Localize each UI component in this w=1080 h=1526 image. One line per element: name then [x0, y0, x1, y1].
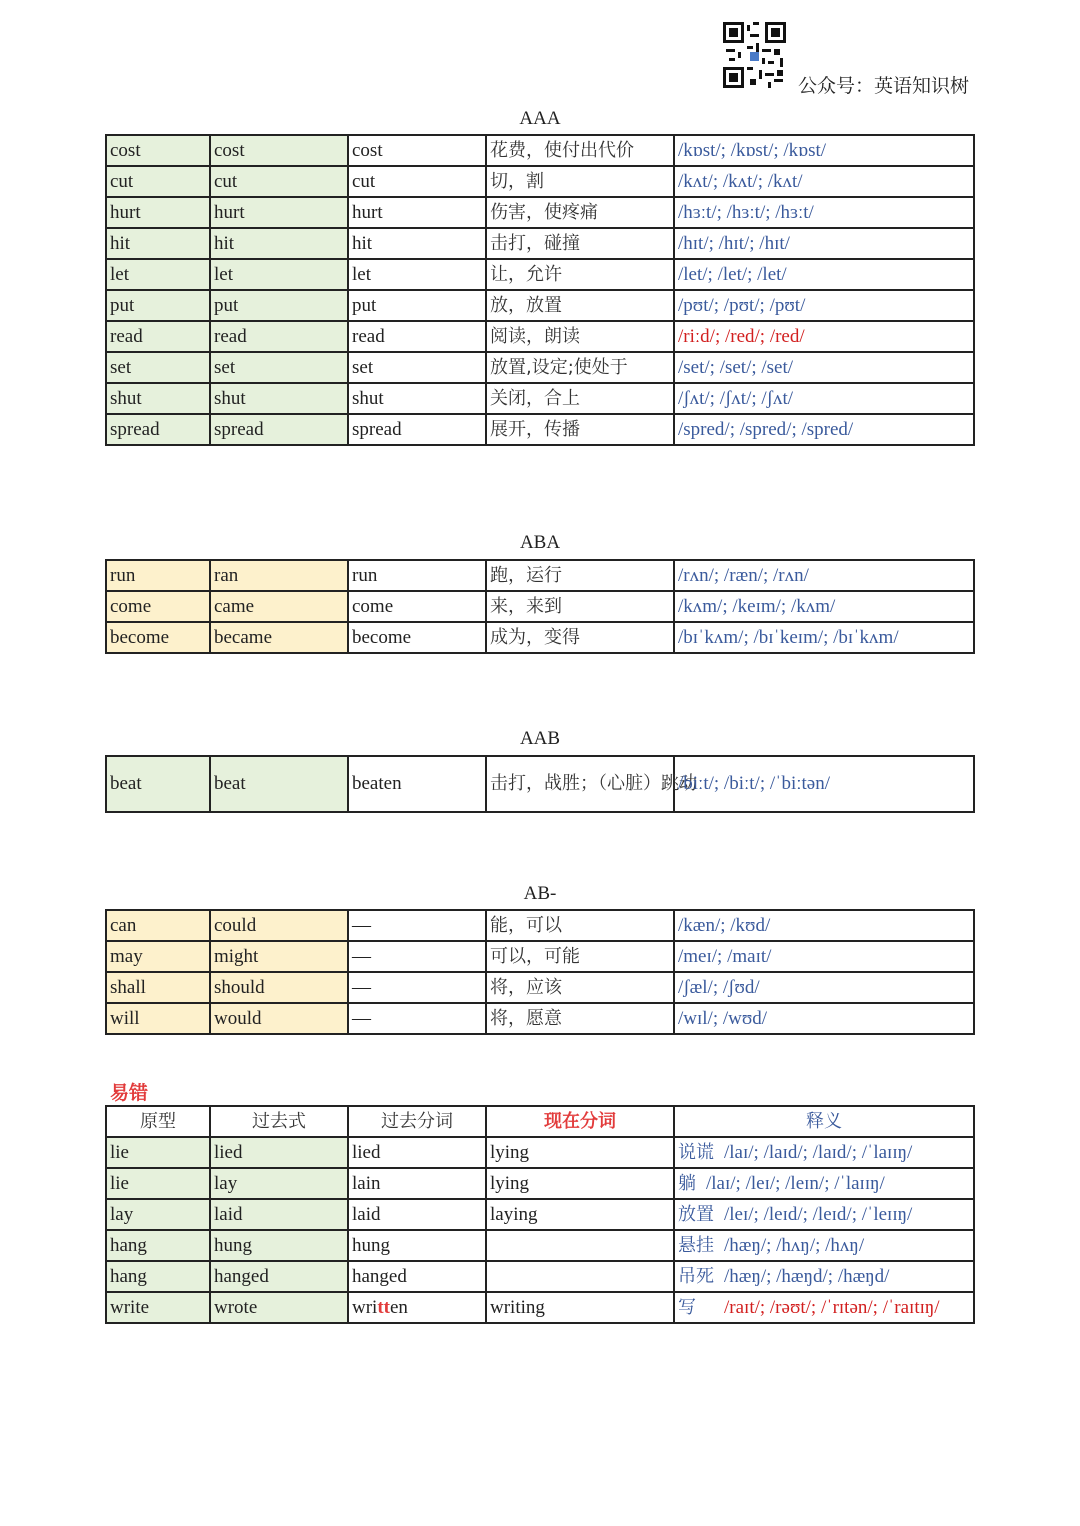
meaning-phonetic-cell: [674, 1168, 974, 1199]
base-form-cell: hang: [106, 1261, 210, 1292]
phonetic-cell: /bɪˈkʌm/; /bɪˈkeɪm/; /bɪˈkʌm/: [674, 622, 974, 653]
pp-highlight: tt: [377, 1296, 390, 1318]
meaning-cell: 击打，战胜；（心脏）跳动: [486, 756, 674, 812]
past-participle-cell: hung: [348, 1230, 486, 1261]
past-participle-cell: let: [348, 259, 486, 290]
base-form-cell: lie: [106, 1168, 210, 1199]
header-present-participle: 现在分词: [486, 1106, 674, 1137]
table-aaa: [105, 134, 975, 446]
meaning-cell: 放置,设定;使处于: [486, 352, 674, 383]
meaning-phonetic-cell: [674, 1292, 974, 1323]
table-row: [106, 1292, 974, 1323]
past-tense-cell: beat: [210, 756, 348, 812]
past-tense-cell: came: [210, 591, 348, 622]
section-title-ab: AB-: [523, 883, 557, 904]
past-participle-cell: read: [348, 321, 486, 352]
base-form-cell: run: [106, 560, 210, 591]
base-form-cell: lay: [106, 1199, 210, 1230]
past-participle-cell: hurt: [348, 197, 486, 228]
base-form-cell: become: [106, 622, 210, 653]
past-participle-cell: shut: [348, 383, 486, 414]
past-participle-cell: beaten: [348, 756, 486, 812]
phonetic-text: /leɪ/; /leɪd/; /leɪd/; /ˈleɪɪŋ/: [724, 1203, 913, 1225]
past-tense-cell: cost: [210, 135, 348, 166]
section-title-aab: AAB: [519, 728, 561, 749]
table-row: [106, 414, 974, 445]
phonetic-cell: /kɒst/; /kɒst/; /kɒst/: [674, 135, 974, 166]
section-title-aaa: AAA: [519, 108, 561, 129]
base-form-cell: come: [106, 591, 210, 622]
phonetic-cell: /rʌn/; /ræn/; /rʌn/: [674, 560, 974, 591]
past-tense-cell: hung: [210, 1230, 348, 1261]
present-participle-cell: [486, 1261, 674, 1292]
past-tense-cell: hurt: [210, 197, 348, 228]
base-form-cell: shall: [106, 972, 210, 1003]
base-form-cell: read: [106, 321, 210, 352]
phonetic-text: /hæŋ/; /hæŋd/; /hæŋd/: [724, 1265, 890, 1287]
table-row: [106, 756, 974, 812]
past-participle-cell: —: [348, 910, 486, 941]
phonetic-cell: /ʃæl/; /ʃʊd/: [674, 972, 974, 1003]
past-participle-cell: lied: [348, 1137, 486, 1168]
table-row: [106, 1261, 974, 1292]
base-form-cell: put: [106, 290, 210, 321]
past-tense-cell: wrote: [210, 1292, 348, 1323]
table-tricky: [105, 1105, 975, 1324]
phonetic-text: /raɪt/; /rəʊt/; /ˈrɪtən/; /ˈraɪtɪŋ/: [724, 1296, 940, 1318]
table-row: [106, 1137, 974, 1168]
past-tense-cell: should: [210, 972, 348, 1003]
table-header-row: [106, 1106, 974, 1137]
phonetic-cell: /spred/; /spred/; /spred/: [674, 414, 974, 445]
base-form-cell: hurt: [106, 197, 210, 228]
header-past-participle: 过去分词: [348, 1106, 486, 1137]
past-tense-cell: lied: [210, 1137, 348, 1168]
meaning-text: 吊死: [678, 1265, 714, 1287]
base-form-cell: may: [106, 941, 210, 972]
past-tense-cell: laid: [210, 1199, 348, 1230]
meaning-cell: 击打，碰撞: [486, 228, 674, 259]
past-tense-cell: put: [210, 290, 348, 321]
header-past: 过去式: [210, 1106, 348, 1137]
past-tense-cell: became: [210, 622, 348, 653]
table-row: [106, 166, 974, 197]
meaning-cell: 伤害，使疼痛: [486, 197, 674, 228]
phonetic-text: /laɪ/; /laɪd/; /laɪd/; /ˈlaɪɪŋ/: [724, 1141, 913, 1163]
phonetic-cell: /hɪt/; /hɪt/; /hɪt/: [674, 228, 974, 259]
meaning-cell: 展开，传播: [486, 414, 674, 445]
phonetic-cell: /let/; /let/; /let/: [674, 259, 974, 290]
table-row: [106, 1003, 974, 1034]
table-row: [106, 197, 974, 228]
past-participle-cell: become: [348, 622, 486, 653]
account-label: 公众号：英语知识树: [798, 75, 970, 97]
past-participle-cell: —: [348, 972, 486, 1003]
meaning-phonetic-cell: [674, 1230, 974, 1261]
base-form-cell: hang: [106, 1230, 210, 1261]
past-participle-cell: come: [348, 591, 486, 622]
past-tense-cell: spread: [210, 414, 348, 445]
phonetic-cell: /pʊt/; /pʊt/; /pʊt/: [674, 290, 974, 321]
meaning-phonetic-cell: [674, 1137, 974, 1168]
table-row: [106, 910, 974, 941]
base-form-cell: hit: [106, 228, 210, 259]
base-form-cell: cost: [106, 135, 210, 166]
past-tense-cell: cut: [210, 166, 348, 197]
phonetic-cell: /ʃʌt/; /ʃʌt/; /ʃʌt/: [674, 383, 974, 414]
table-ab: [105, 909, 975, 1035]
past-participle-cell: lain: [348, 1168, 486, 1199]
table-row: [106, 383, 974, 414]
meaning-cell: 切，割: [486, 166, 674, 197]
base-form-cell: set: [106, 352, 210, 383]
past-tense-cell: hit: [210, 228, 348, 259]
table-row: [106, 259, 974, 290]
phonetic-text: /laɪ/; /leɪ/; /leɪn/; /ˈlaɪɪŋ/: [706, 1172, 885, 1194]
base-form-cell: lie: [106, 1137, 210, 1168]
past-participle-cell: run: [348, 560, 486, 591]
table-row: [106, 1168, 974, 1199]
table-row: [106, 941, 974, 972]
table-row: [106, 1230, 974, 1261]
past-tense-cell: would: [210, 1003, 348, 1034]
base-form-cell: shut: [106, 383, 210, 414]
past-tense-cell: let: [210, 259, 348, 290]
table-row: [106, 135, 974, 166]
table-row: [106, 560, 974, 591]
phonetic-cell: /kʌt/; /kʌt/; /kʌt/: [674, 166, 974, 197]
past-participle-cell: cost: [348, 135, 486, 166]
past-tense-cell: could: [210, 910, 348, 941]
meaning-cell: 让，允许: [486, 259, 674, 290]
present-participle-cell: writing: [486, 1292, 674, 1323]
phonetic-cell: /wɪl/; /wʊd/: [674, 1003, 974, 1034]
meaning-text: 悬挂: [678, 1234, 714, 1256]
table-row: [106, 321, 974, 352]
header-meaning: 释义: [674, 1106, 974, 1137]
table-row: [106, 290, 974, 321]
base-form-cell: spread: [106, 414, 210, 445]
table-row: [106, 352, 974, 383]
section-title-tricky: 易错: [110, 1082, 149, 1104]
present-participle-cell: [486, 1230, 674, 1261]
meaning-phonetic-cell: [674, 1199, 974, 1230]
meaning-text: 写: [678, 1296, 696, 1318]
past-tense-cell: lay: [210, 1168, 348, 1199]
phonetic-cell: /kæn/; /kʊd/: [674, 910, 974, 941]
meaning-cell: 来，来到: [486, 591, 674, 622]
past-participle-cell: —: [348, 941, 486, 972]
meaning-text: 放置: [678, 1203, 714, 1225]
present-participle-cell: lying: [486, 1137, 674, 1168]
past-participle-cell: spread: [348, 414, 486, 445]
present-participle-cell: lying: [486, 1168, 674, 1199]
meaning-cell: 关闭，合上: [486, 383, 674, 414]
base-form-cell: write: [106, 1292, 210, 1323]
past-tense-cell: set: [210, 352, 348, 383]
section-title-aba: ABA: [519, 532, 561, 553]
past-tense-cell: hanged: [210, 1261, 348, 1292]
past-tense-cell: ran: [210, 560, 348, 591]
past-participle-cell: —: [348, 1003, 486, 1034]
past-participle-cell: set: [348, 352, 486, 383]
past-participle-cell: [348, 1292, 486, 1323]
phonetic-cell: /set/; /set/; /set/: [674, 352, 974, 383]
phonetic-cell: /meɪ/; /maɪt/: [674, 941, 974, 972]
past-participle-cell: hanged: [348, 1261, 486, 1292]
phonetic-cell: /kʌm/; /keɪm/; /kʌm/: [674, 591, 974, 622]
past-tense-cell: might: [210, 941, 348, 972]
phonetic-cell: /hɜːt/; /hɜːt/; /hɜːt/: [674, 197, 974, 228]
base-form-cell: let: [106, 259, 210, 290]
header-base: 原型: [106, 1106, 210, 1137]
meaning-cell: 跑，运行: [486, 560, 674, 591]
past-tense-cell: shut: [210, 383, 348, 414]
phonetic-text: /hæŋ/; /hʌŋ/; /hʌŋ/: [724, 1234, 865, 1256]
base-form-cell: beat: [106, 756, 210, 812]
past-tense-cell: read: [210, 321, 348, 352]
base-form-cell: will: [106, 1003, 210, 1034]
phonetic-cell: /riːd/; /red/; /red/: [674, 321, 974, 352]
meaning-cell: 阅读，朗读: [486, 321, 674, 352]
past-participle-cell: put: [348, 290, 486, 321]
meaning-cell: 可以，可能: [486, 941, 674, 972]
table-aab: [105, 755, 975, 813]
meaning-cell: 将，愿意: [486, 1003, 674, 1034]
meaning-cell: 成为，变得: [486, 622, 674, 653]
table-row: [106, 228, 974, 259]
meaning-text: 说谎: [678, 1141, 714, 1163]
base-form-cell: can: [106, 910, 210, 941]
qr-code-icon: [723, 22, 786, 88]
meaning-cell: 花费，使付出代价: [486, 135, 674, 166]
pp-part: en: [389, 1296, 408, 1318]
table-row: [106, 622, 974, 653]
meaning-cell: 放，放置: [486, 290, 674, 321]
meaning-phonetic-cell: [674, 1261, 974, 1292]
past-participle-cell: laid: [348, 1199, 486, 1230]
pp-part: wri: [352, 1296, 378, 1318]
past-participle-cell: cut: [348, 166, 486, 197]
meaning-cell: 能，可以: [486, 910, 674, 941]
past-participle-cell: hit: [348, 228, 486, 259]
meaning-text: 躺: [678, 1172, 696, 1194]
phonetic-cell: /biːt/; /biːt/; /ˈbiːtən/: [674, 756, 974, 812]
base-form-cell: cut: [106, 166, 210, 197]
table-row: [106, 1199, 974, 1230]
table-aba: [105, 559, 975, 654]
present-participle-cell: laying: [486, 1199, 674, 1230]
meaning-cell: 将，应该: [486, 972, 674, 1003]
table-row: [106, 591, 974, 622]
table-row: [106, 972, 974, 1003]
